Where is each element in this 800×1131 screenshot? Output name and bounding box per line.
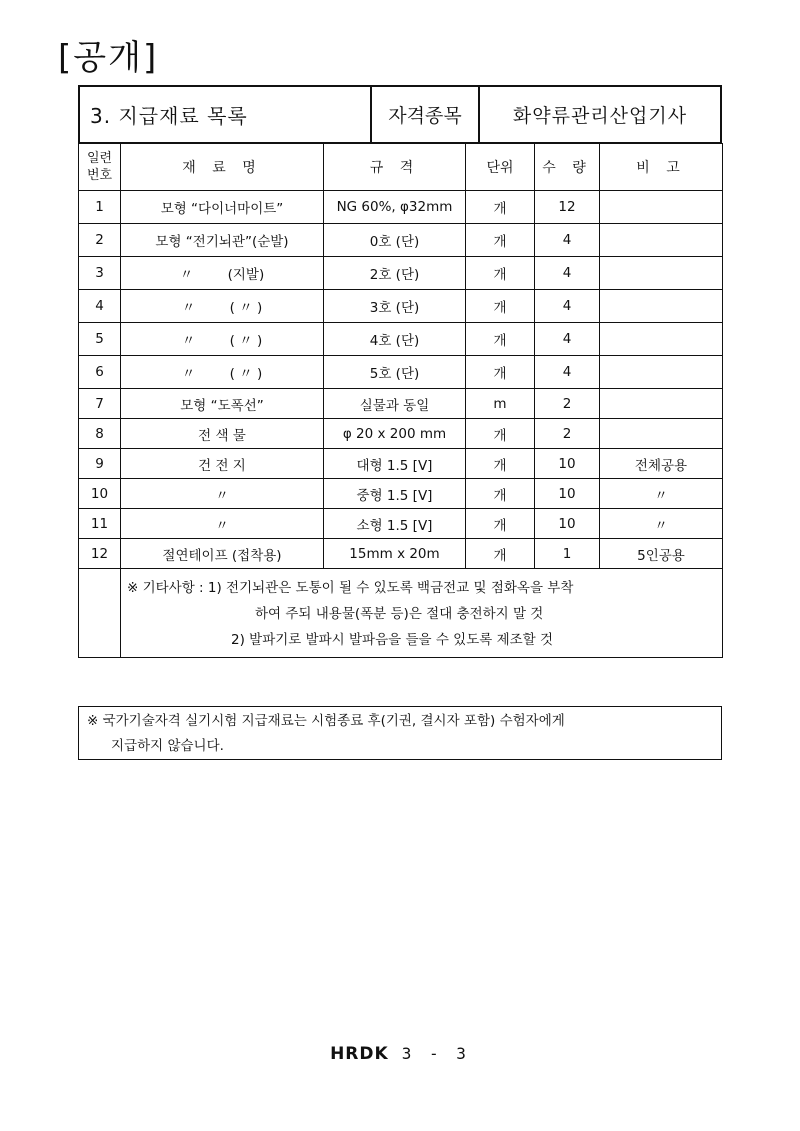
material-qty: 4 [535,224,600,257]
material-name-text: 모형 “도폭선” [180,397,264,414]
material-unit: 개 [466,191,535,224]
note-line-1: ※ 기타사항 : 1) 전기뇌관은 도통이 될 수 있도록 백금전교 및 점화옥을 부착 [127,580,574,596]
row-number: 5 [79,323,121,356]
material-name [121,389,324,419]
material-remark [600,191,723,224]
material-remark: 〃 [600,479,723,509]
table-header-row [79,144,723,191]
row-number: 4 [79,290,121,323]
material-name-text: 〃 (지발) [179,267,265,283]
material-spec: 실물과 동일 [324,389,466,419]
table-row [79,509,723,539]
material-name [121,356,324,389]
material-remark [600,224,723,257]
qualification-value: 화약류관리산업기사 [478,87,720,142]
material-qty: 4 [535,323,600,356]
disclosure-label: [공개] [58,38,159,78]
material-name-text: 〃 [215,517,229,534]
table-row [79,389,723,419]
row-number: 11 [79,509,121,539]
material-qty: 10 [535,479,600,509]
material-unit: 개 [466,356,535,389]
material-remark [600,323,723,356]
row-number: 6 [79,356,121,389]
row-number: 9 [79,449,121,479]
material-qty: 2 [535,389,600,419]
material-qty: 2 [535,419,600,449]
col-header-unit: 단위 [466,144,535,191]
material-spec: 5호 (단) [324,356,466,389]
material-remark [600,389,723,419]
material-spec: 4호 (단) [324,323,466,356]
material-spec: NG 60%, φ32mm [324,191,466,224]
material-qty: 4 [535,356,600,389]
notes-spacer [79,569,121,658]
material-name-text: 전 색 물 [198,427,246,444]
header-box [78,85,722,144]
page-footer [0,1044,800,1064]
material-spec: 0호 (단) [324,224,466,257]
col-header-name: 재 료 명 [121,144,324,191]
row-number: 7 [79,389,121,419]
material-name [121,539,324,569]
col-header-number [79,144,121,191]
material-name [121,224,324,257]
row-number: 12 [79,539,121,569]
material-unit: m [466,389,535,419]
material-name [121,509,324,539]
notes-row [79,569,723,658]
material-remark [600,257,723,290]
col-header-number-line2: 번호 [86,168,113,183]
table-row [79,191,723,224]
col-header-spec: 규 격 [324,144,466,191]
table-row [79,257,723,290]
material-name [121,290,324,323]
notice-box [78,706,722,760]
material-name-text: 건 전 지 [198,457,246,474]
material-unit: 개 [466,479,535,509]
material-spec: 15mm x 20m [324,539,466,569]
material-qty: 1 [535,539,600,569]
notes-cell [121,569,723,658]
note-line-3: 2) 발파기로 발파시 발파음을 들을 수 있도록 제조할 것 [231,632,554,648]
row-number: 8 [79,419,121,449]
material-name-text: 절연테이프 (접착용) [162,547,282,564]
col-header-qty: 수 량 [535,144,600,191]
material-remark [600,356,723,389]
material-unit: 개 [466,257,535,290]
material-remark: 전체공용 [600,449,723,479]
col-header-remark: 비 고 [600,144,723,191]
material-spec: φ 20 x 200 mm [324,419,466,449]
section-title: 3. 지급재료 목록 [90,104,248,128]
row-number: 2 [79,224,121,257]
table-row [79,323,723,356]
note-line-2: 하여 주되 내용물(폭분 등)은 절대 충전하지 말 것 [255,606,544,622]
table-row [79,290,723,323]
col-header-number-line1: 일련 [86,151,113,166]
material-name-text: 〃 ( 〃 ) [181,300,263,316]
row-number: 3 [79,257,121,290]
table-row [79,539,723,569]
material-name [121,191,324,224]
material-qty: 12 [535,191,600,224]
material-unit: 개 [466,449,535,479]
material-name [121,479,324,509]
material-qty: 4 [535,257,600,290]
row-number: 1 [79,191,121,224]
material-spec: 2호 (단) [324,257,466,290]
table-row [79,419,723,449]
material-name [121,323,324,356]
table-row [79,479,723,509]
material-spec: 소형 1.5 [V] [324,509,466,539]
material-qty: 10 [535,509,600,539]
material-remark [600,290,723,323]
material-qty: 4 [535,290,600,323]
material-name [121,419,324,449]
materials-table [78,143,723,658]
material-name-text: 모형 “다이너마이트” [160,201,284,217]
qualification-label: 자격종목 [370,87,478,142]
material-spec: 3호 (단) [324,290,466,323]
material-remark: 〃 [600,509,723,539]
material-name-text: 〃 [215,487,229,504]
material-name-text: 〃 ( 〃 ) [181,333,263,349]
row-number: 10 [79,479,121,509]
material-spec: 대형 1.5 [V] [324,449,466,479]
material-name [121,257,324,290]
material-unit: 개 [466,290,535,323]
table-row [79,449,723,479]
material-unit: 개 [466,224,535,257]
table-row [79,224,723,257]
material-unit: 개 [466,539,535,569]
hrdk-logo: HRDK [330,1044,389,1064]
table-row [79,356,723,389]
notice-line-2: 지급하지 않습니다. [111,738,224,754]
material-name-text: 〃 ( 〃 ) [181,366,263,382]
page-number: 3 - 3 [401,1044,470,1063]
material-remark: 5인공용 [600,539,723,569]
notice-line-1: ※ 국가기술자격 실기시험 지급재료는 시험종료 후(기권, 결시자 포함) 수험자에게 [87,713,565,729]
material-remark [600,419,723,449]
material-name [121,449,324,479]
material-name-text: 모형 “전기뇌관”(순발) [155,234,289,250]
material-qty: 10 [535,449,600,479]
material-unit: 개 [466,323,535,356]
material-spec: 중형 1.5 [V] [324,479,466,509]
material-unit: 개 [466,509,535,539]
material-unit: 개 [466,419,535,449]
